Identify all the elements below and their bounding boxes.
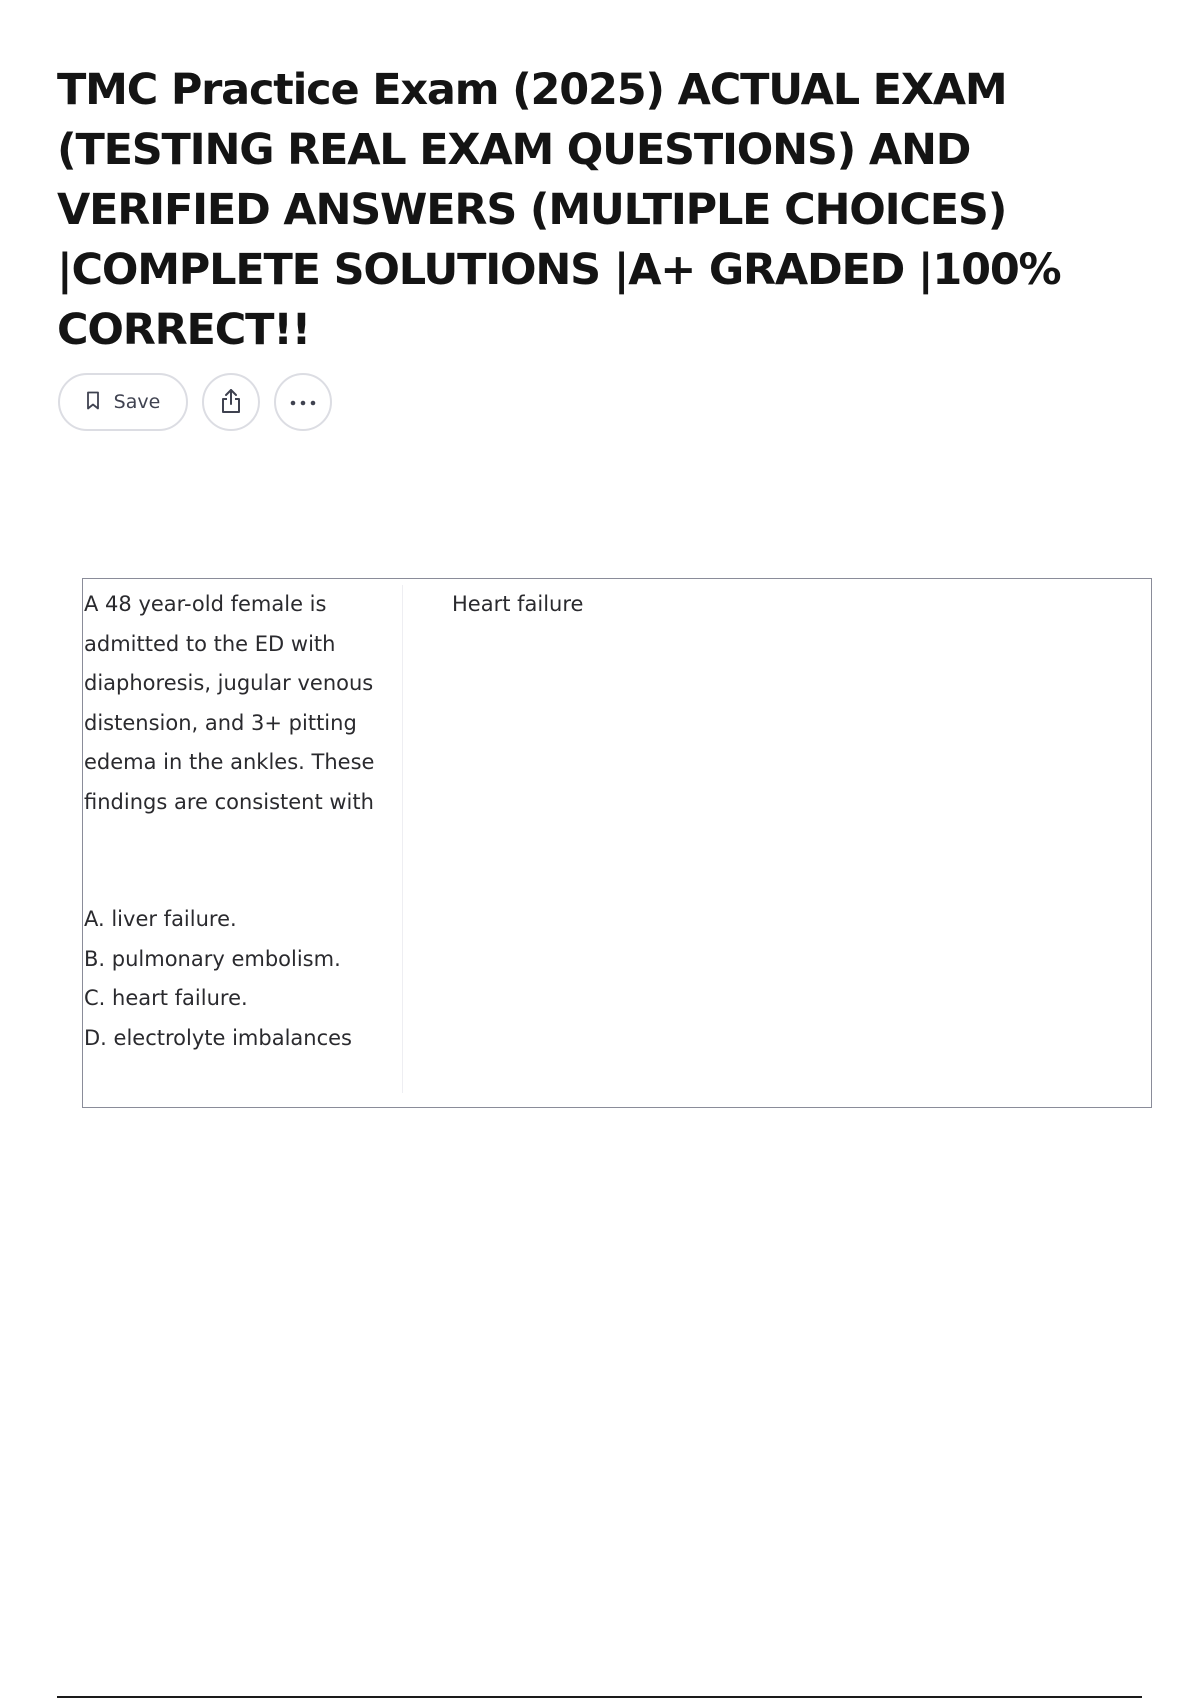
more-horizontal-icon bbox=[289, 395, 317, 410]
option-b: B. pulmonary embolism. bbox=[84, 946, 341, 971]
option-c: C. heart failure. bbox=[84, 986, 248, 1010]
answer-options bbox=[83, 900, 383, 1058]
share-icon bbox=[218, 387, 244, 418]
page-divider bbox=[57, 1696, 1142, 1698]
option-a: A. liver failure. bbox=[84, 907, 237, 931]
question-text: A 48 year-old female is admitted to the ED with diaphoresis, jugular venous distension, and 3+ pitting edema in the ankles. These findings are consistent with bbox=[84, 592, 375, 814]
question-answer-table bbox=[82, 578, 1152, 1108]
document-title: TMC Practice Exam (2025) ACTUAL EXAM (TESTING REAL EXAM QUESTIONS) AND VERIFIED ANSWERS (MULTIPLE CHOICES) |COMPLETE SOLUTIONS |A+ GRADED |100% CORRECT!! bbox=[57, 65, 1061, 355]
column-divider bbox=[402, 585, 403, 1093]
share-button[interactable] bbox=[202, 373, 260, 431]
save-button[interactable] bbox=[58, 373, 188, 431]
answer-text: Heart failure bbox=[452, 592, 584, 616]
action-bar bbox=[58, 373, 332, 431]
question-cell bbox=[83, 585, 383, 1058]
bookmark-icon bbox=[86, 391, 100, 413]
more-options-button[interactable] bbox=[274, 373, 332, 431]
option-d: D. electrolyte imbalances bbox=[84, 1025, 352, 1050]
save-label: Save bbox=[113, 391, 161, 413]
